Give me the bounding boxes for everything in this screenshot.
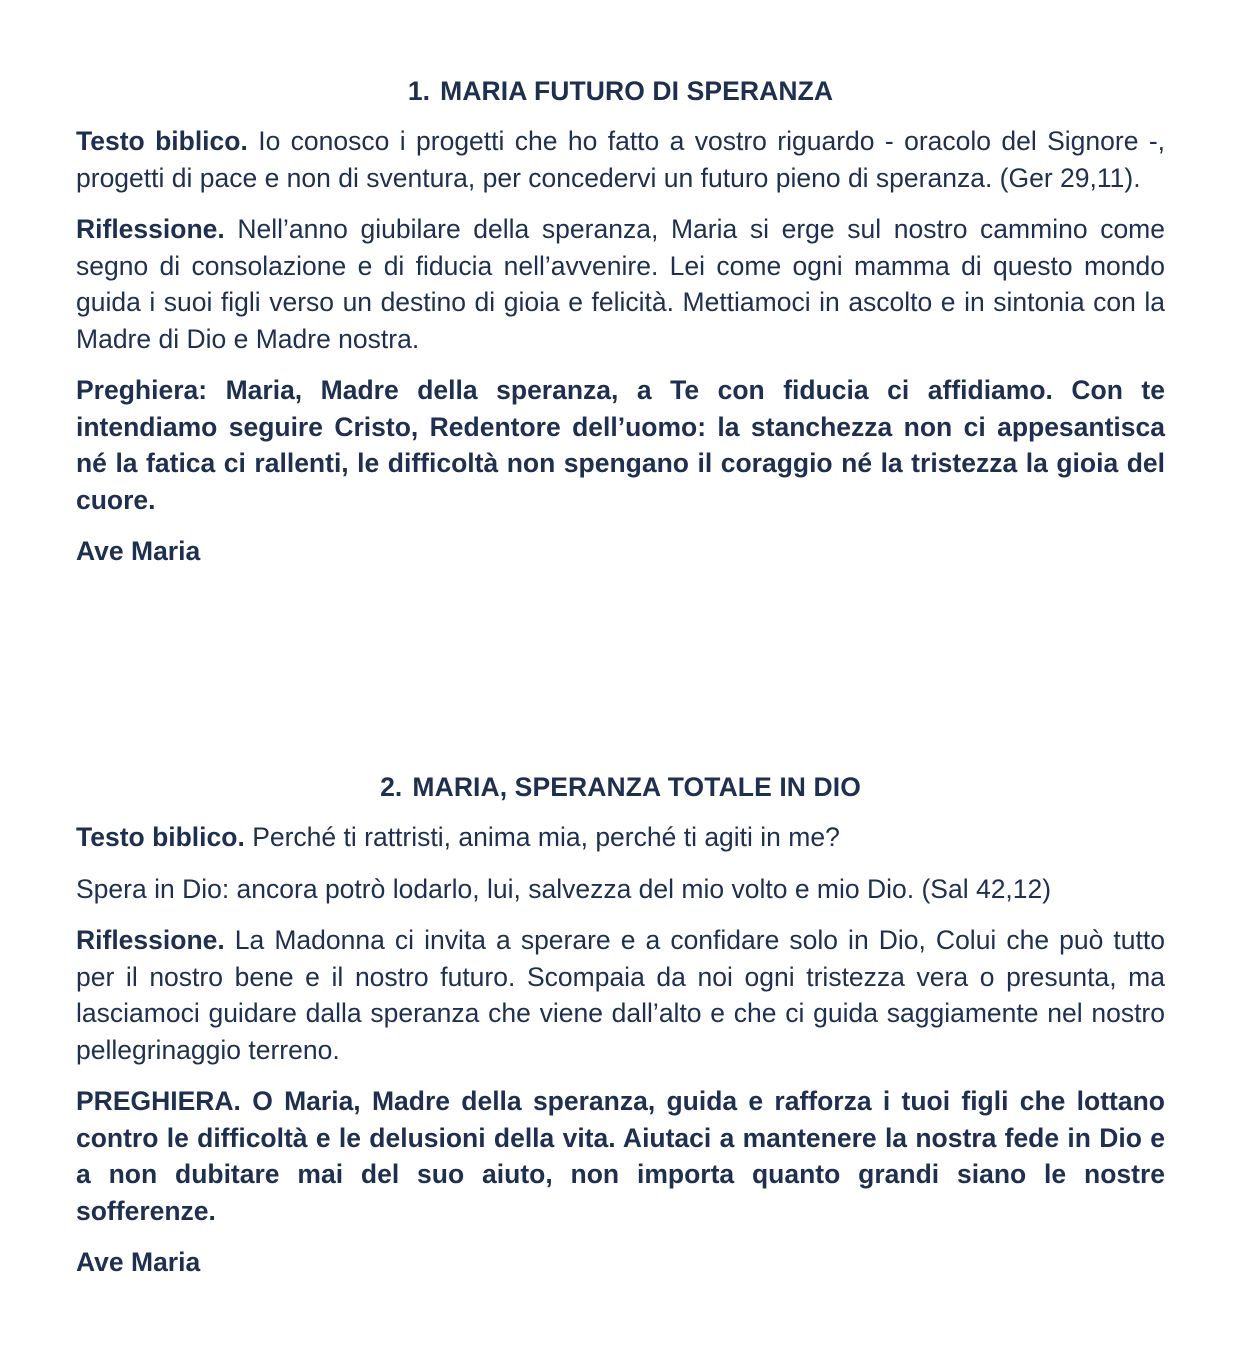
section-number: 1.: [407, 76, 431, 106]
prayer-paragraph: Preghiera: Maria, Madre della speranza, a Te con fiducia ci affidiamo. Con te intendiamo seguire Cristo, Redentore dell’uomo: la stanchezza non ci appesantisca né la fatica ci rallenti, le difficoltà non spengano il coraggio né la tristezza la gioia del cuore.: [76, 375, 1165, 515]
section-title: [76, 768, 1165, 806]
prayer-paragraph: PREGHIERA. O Maria, Madre della speranza, guida e rafforza i tuoi figli che lottano contro le difficoltà e le delusioni della vita. Aiutaci a mantenere la nostra fede in Dio e a non dubitare mai del suo aiuto, non importa quanto grandi siano le nostre sofferenze.: [76, 1086, 1165, 1226]
biblical-text-continuation: Spera in Dio: ancora potrò lodarlo, lui, salvezza del mio volto e mio Dio. (Sal 42,12): [76, 873, 1052, 904]
reflection-paragraph: [76, 922, 1165, 1068]
section-2: [76, 768, 1165, 1296]
biblical-text-paragraph: [76, 123, 1165, 196]
reflection-paragraph: [76, 211, 1165, 357]
reflection-text: Nell’anno giubilare della speranza, Maria si erge sul nostro cammino come segno di consolazione e di fiducia nell’avvenire. Lei come ogni mamma di questo mondo guida i suoi figli verso un destino di gioia e felicità. Mettiamoci in ascolto e in sintonia con la Madre di Dio e Madre nostra.: [76, 214, 1165, 354]
reflection-label: Riflessione.: [76, 925, 225, 955]
section-title: [76, 72, 1165, 110]
closing-ave-maria: Ave Maria: [76, 536, 201, 566]
section-number: 2.: [380, 772, 403, 802]
biblical-label: Testo biblico.: [76, 822, 245, 852]
biblical-text: Io conosco i progetti che ho fatto a vostro riguardo - oracolo del Signore -, progetti di pace e non di sventura, per concedervi un futuro pieno di speranza. (Ger 29,11).: [76, 126, 1166, 193]
biblical-text-paragraph: [76, 819, 1165, 856]
closing-ave-maria: Ave Maria: [76, 1247, 201, 1277]
section-title-text: MARIA FUTURO DI SPERANZA: [440, 76, 834, 106]
biblical-text: Perché ti rattristi, anima mia, perché ti agiti in me?: [244, 822, 840, 852]
biblical-label: Testo biblico.: [76, 126, 248, 156]
section-1: [76, 72, 1165, 585]
reflection-text: La Madonna ci invita a sperare e a confidare solo in Dio, Colui che può tutto per il nostro bene e il nostro futuro. Scompaia da noi ogni tristezza vera o presunta, ma lasciamoci guidare dalla speranza che viene dall’alto e che ci guida saggiamente nel nostro pellegrinaggio terreno.: [76, 925, 1165, 1065]
reflection-label: Riflessione.: [76, 214, 225, 244]
section-title-text: MARIA, SPERANZA TOTALE IN DIO: [412, 772, 861, 802]
